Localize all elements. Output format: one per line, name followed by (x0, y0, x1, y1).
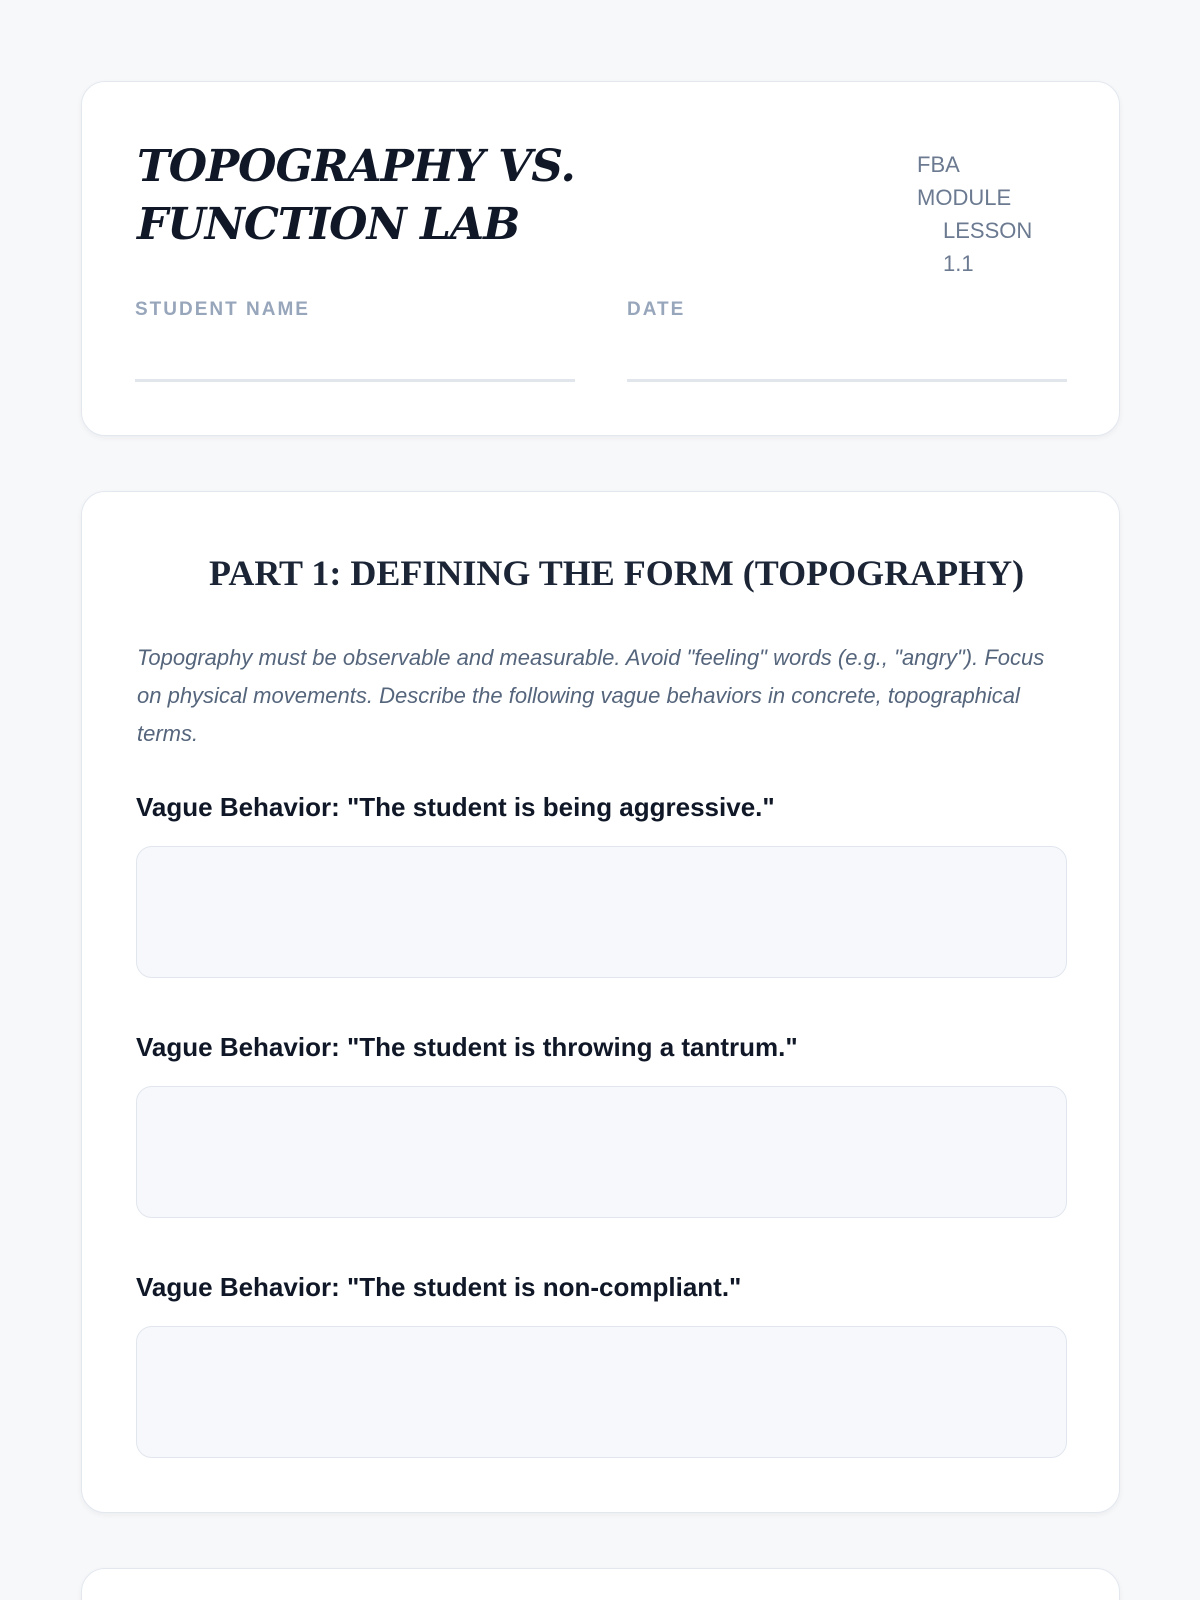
next-section-card (81, 1568, 1120, 1600)
question-label: Vague Behavior: "The student is being aggressive." (136, 792, 775, 822)
module-tag-line: MODULE (917, 185, 1012, 210)
student-name-label: STUDENT NAME (135, 299, 310, 320)
lab-title: TOPOGRAPHY VS. FUNCTION LAB (137, 141, 575, 250)
header-card (81, 81, 1120, 436)
answer-box[interactable] (136, 1086, 1067, 1218)
lesson-tag: LESSON 1.1 (943, 218, 1033, 276)
answer-box[interactable] (136, 846, 1067, 978)
part1-card (81, 491, 1120, 1513)
date-label: DATE (627, 299, 686, 320)
question-label: Vague Behavior: "The student is throwing a tantrum." (136, 1032, 798, 1062)
module-tag (917, 148, 1067, 280)
student-name-field[interactable] (135, 379, 575, 382)
answer-box[interactable] (136, 1326, 1067, 1458)
date-field[interactable] (627, 379, 1067, 382)
part1-instructions: Topography must be observable and measurable. Avoid "feeling" words (e.g., "angry"). Focus on physical movements. Describe the following vague behaviors in concrete, topographical terms. (137, 645, 1045, 746)
module-tag-line: FBA (917, 152, 960, 177)
part1-title: PART 1: DEFINING THE FORM (TOPOGRAPHY) (209, 553, 1025, 593)
question-label: Vague Behavior: "The student is non-compliant." (136, 1272, 742, 1302)
